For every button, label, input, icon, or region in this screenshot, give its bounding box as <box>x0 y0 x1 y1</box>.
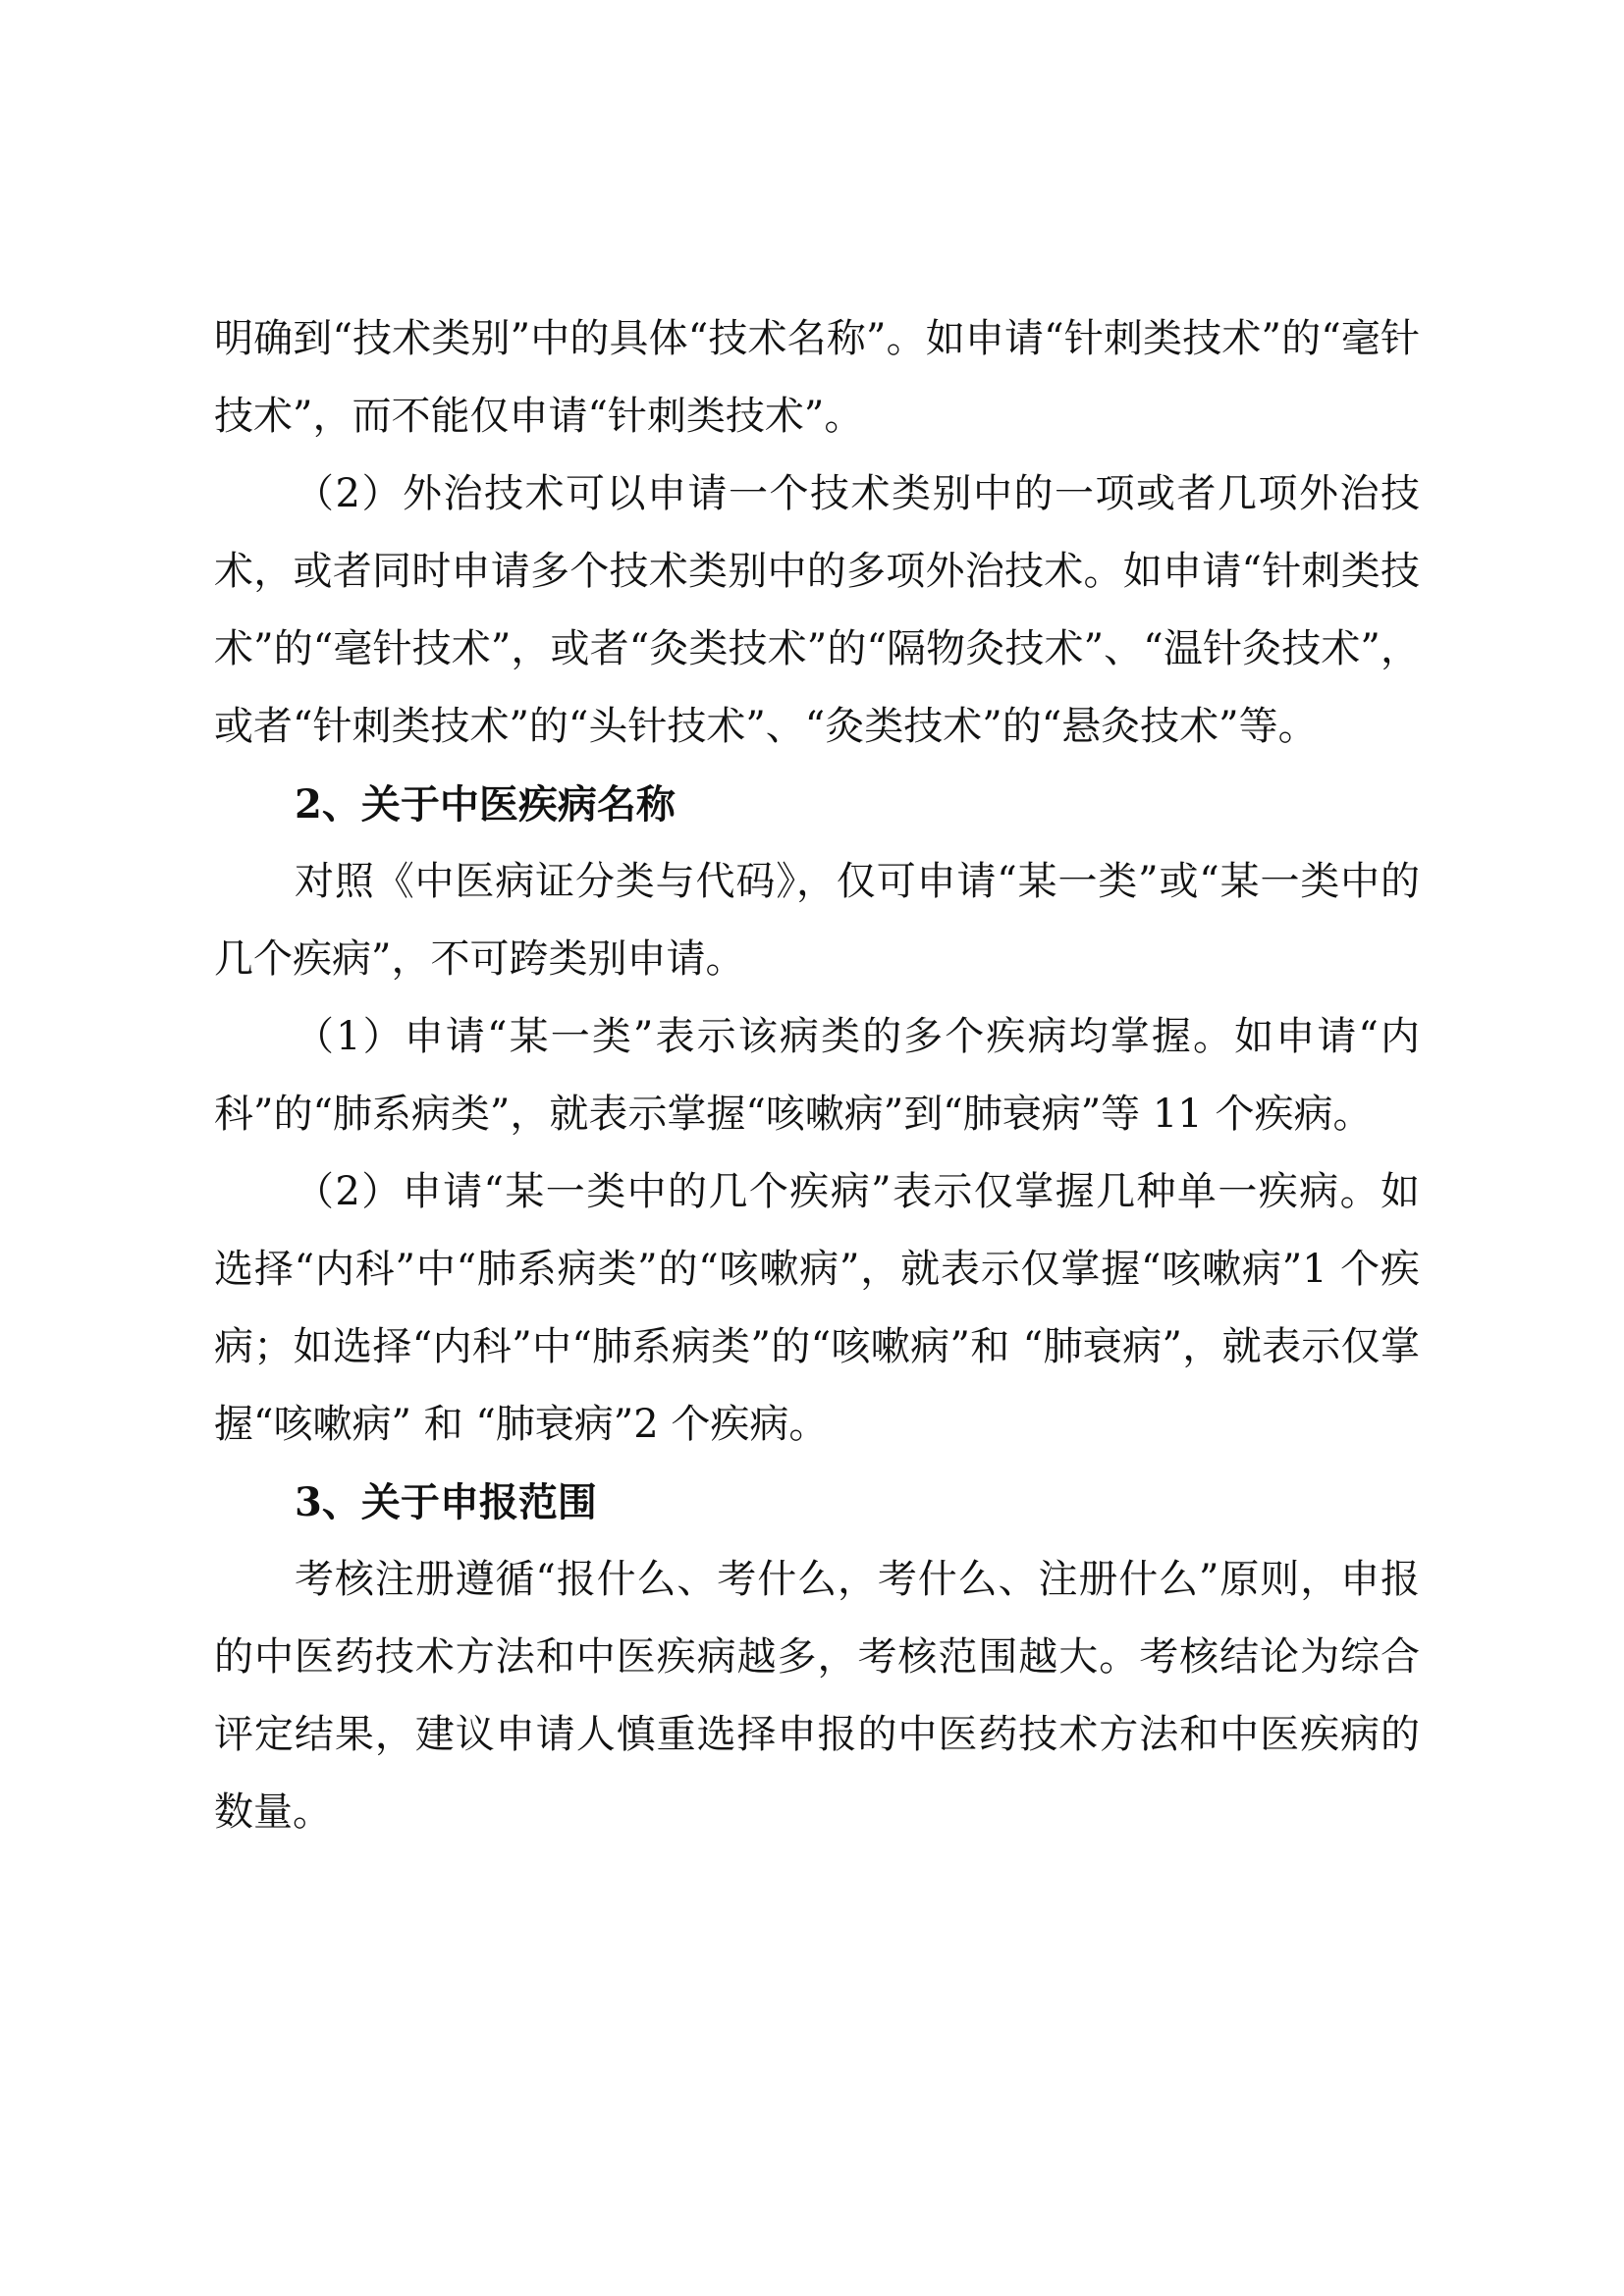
paragraph-external-treatment: （2）外治技术可以申请一个技术类别中的一项或者几项外治技术，或者同时申请多个技术类别中的多项外治技术。如申请“针刺类技术”的“毫针技术”，或者“灸类技术”的“隔物灸技术”、“温针灸技术”，或者“针刺类技术”的“头针技术”、“灸类技术”的“悬灸技术”等。 <box>214 471 1420 749</box>
paragraph-technique-name: 明确到“技术类别”中的具体“技术名称”。如申请“针刺类技术”的“毫针技术”，而不能仅申请“针刺类技术”。 <box>214 316 1420 439</box>
heading-disease-name: 2、关于中医疾病名称 <box>295 781 676 828</box>
document-body <box>214 300 1420 1851</box>
paragraph-disease-classification: 对照《中医病证分类与代码》，仅可申请“某一类”或“某一类中的几个疾病”，不可跨类别申请。 <box>214 859 1420 982</box>
paragraph-apply-category: （1）申请“某一类”表示该病类的多个疾病均掌握。如申请“内科”的“肺系病类”，就表示掌握“咳嗽病”到“肺衰病”等 11 个疾病。 <box>214 1014 1420 1137</box>
paragraph-assessment-principle: 考核注册遵循“报什么、考什么，考什么、注册什么”原则，申报的中医药技术方法和中医疾病越多，考核范围越大。考核结论为综合评定结果，建议申请人慎重选择申报的中医药技术方法和中医疾病的数量。 <box>214 1557 1420 1835</box>
paragraph-apply-diseases: （2）申请“某一类中的几个疾病”表示仅掌握几种单一疾病。如选择“内科”中“肺系病类”的“咳嗽病”，就表示仅掌握“咳嗽病”1 个疾病；如选择“内科”中“肺系病类”的“咳嗽病”和 “肺衰病”，就表示仅掌握“咳嗽病” 和 “肺衰病”2 个疾病。 <box>214 1169 1420 1447</box>
heading-application-scope: 3、关于申报范围 <box>295 1479 597 1525</box>
